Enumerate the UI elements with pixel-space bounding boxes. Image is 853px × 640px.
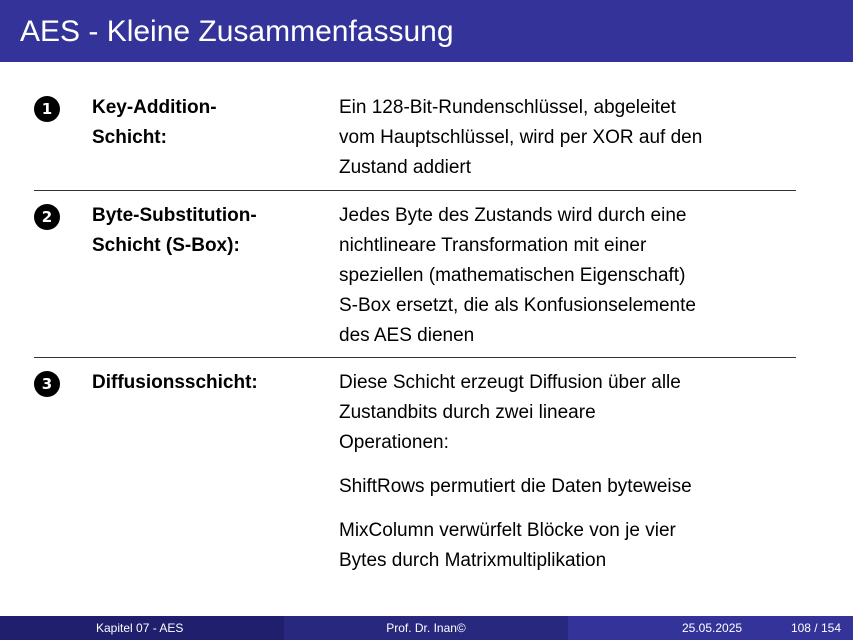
term [92, 368, 258, 398]
description-line: speziellen (mathematischen Eigenschaft) [339, 265, 686, 286]
footer-meta [568, 616, 853, 640]
description-line: Zustand addiert [339, 157, 472, 178]
divider [34, 357, 796, 358]
term [92, 93, 217, 153]
shiftrows-text: ShiftRows permutiert die Daten byteweise [339, 476, 692, 497]
description [339, 368, 799, 576]
term-line: Diffusionsschicht: [92, 372, 258, 393]
description-line: Ein 128-Bit-Rundenschlüssel, abgeleitet [339, 97, 676, 118]
description-line: S-Box ersetzt, die als Konfusionselemente [339, 295, 696, 316]
description-line: Jedes Byte des Zustands wird durch eine [339, 205, 687, 226]
date-label: 25.05.2025 [682, 621, 743, 635]
page-number: 108 / 154 [790, 621, 841, 635]
description-line: Zustandbits durch zwei lineare [339, 402, 596, 423]
number-badge: 2 [34, 204, 60, 230]
term-line: Key-Addition- [92, 97, 217, 118]
title-bar [0, 0, 853, 62]
mixcolumn-text: Bytes durch Matrixmultiplikation [339, 550, 607, 571]
description-line: Operationen: [339, 432, 449, 453]
description-line: Diese Schicht erzeugt Diffusion über alle [339, 372, 681, 393]
chapter-label: Kapitel 07 - AES [96, 621, 184, 635]
footer-bar [0, 616, 853, 640]
number-badge: 1 [34, 96, 60, 122]
term-line: Schicht: [92, 127, 167, 148]
term-line: Byte-Substitution- [92, 205, 257, 226]
description-line: des AES dienen [339, 325, 475, 346]
description-line: nichtlineare Transformation mit einer [339, 235, 647, 256]
footer-chapter [0, 616, 284, 640]
mixcolumn-text: MixColumn verwürfelt Blöcke von je vier [339, 520, 676, 541]
slide-title: AES - Kleine Zusammenfassung [20, 15, 454, 48]
divider [34, 190, 796, 191]
term-line: Schicht (S-Box): [92, 235, 240, 256]
number-badge: 3 [34, 371, 60, 397]
description-line: vom Hauptschlüssel, wird per XOR auf den [339, 127, 703, 148]
footer-author: Prof. Dr. Inan© [284, 616, 568, 640]
description [339, 201, 799, 351]
description [339, 93, 799, 183]
term [92, 201, 257, 261]
